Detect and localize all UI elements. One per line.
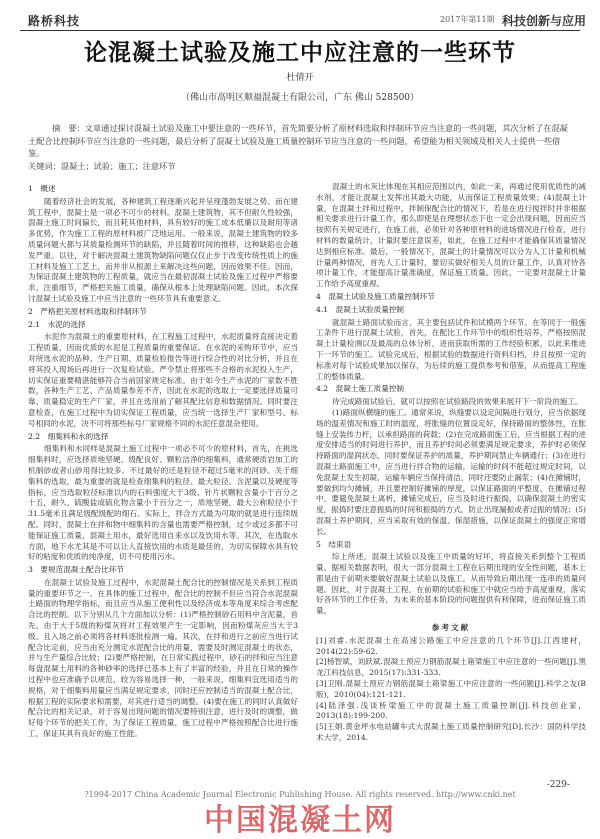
left-column xyxy=(28,182,298,740)
section-heading: 4.1 混凝土试验质量控制 xyxy=(316,304,405,314)
right-column xyxy=(316,182,586,744)
section-heading: 1 概述 xyxy=(28,184,56,193)
issue-label: 2017年第11期 xyxy=(440,15,495,24)
paragraph: 水泥作为混凝土的重要原材料，在工程施工过程中，水泥质量将直接决定着工程质量，因而优质的水泥是工程质量的重要保证。在水泥的采购环节中，应当对所选水泥的品种、生产日期、质量检验报告等进行综合性的对比分析，并且在将其投入现场后再进行一次复检试验。严令禁止将那些不合格的水泥投入生产，切实保证重要精湛能够符合当前国家规定标准。由于如今生产水泥的厂家数不胜数，各种生产工艺、产品质量参差不齐，因此在水泥的选取上一定要选择质量可靠、质量稳定的生产厂家，并且在选用前了解其配比信息和数据情况。同时要注意检查，在施工过程中为切实保证工程质量，应当统一选择生产厂家和型号、标号相同的水泥，决不可将那些标号厂家规格不同的水泥任意混杂使用。 xyxy=(28,332,298,428)
affiliation: （佛山市高明区顺福混凝土有限公司，广东 佛山 528500） xyxy=(180,93,420,103)
section-heading: 4 混凝土试验及施工质量控制环节 xyxy=(316,291,435,301)
paragraph: 随着经济社会的发展，各种建筑工程逐渐兴起并呈现蓬勃发展之势。而在建筑工程中，混凝土是一项必不可少的材料。混凝土建筑物，其不但耐久性较强，混凝土施工时间偏长，而且耗其他材料，具有较好的施工成本低廉以及耐用等诸多优势，作为施工工程的原材料被广泛地运用。一般来说，混凝土建筑物的较多质量问题大都与其质量检测环节的缺陷，并且随着时间的推移，这种缺陷也会越发严重。以往，对于解决混凝土建筑物缺陷问题仅仅止步于改变传统性质上的施工材料及施工工艺上，而并非从根源上来解决这些问题，因而效果不佳。因而，为保证混凝土建筑物的工程质量，就应当在最初混凝土试验及施工过程中严格要求，注重细节，严格把关施工质量，确保从根本上处理缺陷问题。因此，本次探讨混凝土试验及施工中应当注意的一些环节具有重要意义。 xyxy=(28,196,298,303)
journal-name-right: 科技创新与应用 xyxy=(501,14,586,28)
paragraph: 综上所述，混凝土试验以及施工中质量的好坏，将直接关系到整个工程质量。据相关数据表明，很大一部分混凝土工程在后期出现的安全性问题，基本上都是由于前期未要做好混凝土试验以及施工，从而导致后期出现一连串的质量问题。因此，对于混凝土工程，在前期的试验和施工中就应当给予高度重视，落实好各环节的工作任务，为未来的基本阶段的问题提供有利保障，进而保证施工质量。 xyxy=(316,552,586,616)
reference-item: [3]卫刚.混凝土预应力钢筋混凝土箱梁施工中应注意的一些问题[J].科学之友(B版)，2010(04):121-121. xyxy=(316,679,586,699)
paragraph: 在混凝土试验及施工过程中，水泥混凝土配合比的控制情况是关系到工程质量的重要环节之一。在具体的施工过程中，配合比的控制不但应当符合水泥混凝土路面的物理学指标，而且应当从施工便利性以及经济成本等角度来综合考虑配合比的控制。以下分别从几个方面加以分析：(1)严格控制砂石用料中含泥量，首先，由于大于5级的粉煤灰将对工程效果产生一定影响，因而粉煤灰应当大于3级。且入场之前必须将各材料逐批检测一遍。其次，在拌和进行之前应当进行试配合比定前，应当由充分测定水泥配合比的用量，需要及时测定混凝土的状态，并与生产量综合比较；(2)要严格控制，在日常实践过程中，砂石的拌和应当注意每盘混凝土用料的各种砂率的选择已基本上有了丰富的经验，并且在日常的操作过程中也应准确予以规范，较为容易选择一种，一般来说，细集料宜选用适当的规格，对于细集料用量应当满足规定要求，同时还应控制适当的混凝土配合比，根据工程的实际要求和需要，对其进行适当的调整。(4)要在施工的同时认真做好配合比的相关记录，对于容易出现问题的情况要特别注意，进行及时的调整，做好每个环节的把关工作，为了保证工程质量，施工过程中严格按照配合比进行施工，保证其具有良好的施工性能。 xyxy=(28,577,298,739)
paragraph: 细集料和水同样是混凝土施工过程中一项必不可少的原材料，首先，在挑选细集料时，应选择质地坚硬、级配良好、颗粒洁净的细集料，通常硬质岩加工的机制砂或者山砂用得比较多。不过最好的还是粒径不超过5毫米的河砂。关于细集料的选取，最为重要的就是检查细集料的粒径、最大粒径、含泥量以及硬度等指标，应当选取粒径标准以内的石料强度大于3级、针片状颗粒含量小于百分之十五，耐久、硫酸盐或硫化物含量小于百分之一，质地坚硬，最大公称粒径小于31.5毫米且满足级配级配的细石。实际上，拌合方式最为可取的就是进行连续级配。同时，混凝土在拌和物中细集料的含量也需要严格控制，过少或过多都不可能保证施工质量，混凝土用水，最好选用自来水以及饮用水等。其次，在选取水方面，地下水尤其是不可以让人直接饮用的水质是最佳的，为切实保障水具有较好的粘度和优质的纯净度，切不可使用污水。 xyxy=(28,444,298,562)
page-number: -229- xyxy=(546,780,570,790)
section-heading: 2 严格把关原材料选取和拌制环节 xyxy=(28,306,147,316)
section-heading: 3 要规范混凝土配合比环节 xyxy=(28,565,124,575)
section-heading: 4.2 混凝土施工质量控制 xyxy=(316,384,405,394)
reference-item: [1]刘睿.水泥混凝土在高速公路施工中应注意的几个环节[J].江西建材，2014(22):59-62. xyxy=(316,635,586,656)
paragraph: 待完成路面试验后，就可以按照在试验路段的效果来展开下一阶段的施工。 xyxy=(332,397,583,407)
paragraph: 就混凝土路面试验而言，其主要包括试件和试模两个环节。在等同于一般施工条件下进行混凝土试验，首先，在配比工作环节中的组织性培养，严格按照混凝土计量检测以及最高的总体分析，进而获取所需的工作经验积累，以此来推进下一环节的施工。试验完成后，根据试验的数据进行资料归档，并且按照一定的标准对每个试验成果加以保存，为后续的施工提供参考和借鉴，从而提高工程施工的整体质量。 xyxy=(316,317,586,381)
paragraph: (1)路面纵横缝的施工。通常来说，纵缝要以设定间隔进行划分，应当依据现场的温差情况和施工时的温度，将胀缝的位置设定好，保持路面的整体性，在胀缝上安装传力杆，以承担路面的荷载；(2)在完成路面施工后，应当根据工程的进度安排适当的时间进行养护，而且养护时间必须要满足规定要求，养护时必须保持路面的湿润状态，同时要保证养护的质量，养护期间禁止车辆通行；(3)在进行混凝土路面施工中，应当进行拌合物的运输，运输的时间不能超过规定时间，以免混凝土发生初凝，运输车辆应当保持清洁，同时还要防止漏浆；(4)在摊铺时，要做到均匀摊铺，并且要控制好摊铺的厚度，以保证路面的平整度，在摊铺过程中，要避免混凝土离析，摊铺完成后，应当及时进行振捣，以确保混凝土的密实度，振捣时要注意振捣的时间和振捣的方式，防止出现漏振或者过振的情况；(5)混凝土养护期间，应当采取有效的保温、保湿措施，以保证混凝土的强度正常增长。 xyxy=(316,407,586,536)
reference-item: [4]陆泽强.浅谈桥梁施工中的混凝土施工质量控制[J].科技创业家，2013(18):199-200. xyxy=(316,700,586,721)
keywords: 关键词：混凝土；试验；施工；注意环节 xyxy=(28,161,176,171)
abstract: 摘 要：文章通过探讨混凝土试验及施工中要注意的一些环节，首先简要分析了原材料选取和拌制环节应当注意的一些问题，其次分析了在混凝土配合比控制环节应当注意的一些问题，最后分析了混凝土试验及施工质量控制环节应当注意的一些问题，希望能为相关领域及相关人士提供一些借鉴。 xyxy=(28,123,568,158)
header-rule xyxy=(20,30,580,31)
section-heading: 2.2 细集料和水的选择 xyxy=(28,431,109,441)
watermark: 中国混凝土网 xyxy=(204,803,396,838)
reference-item: [5]王娟.黄金坪水电站罐车式大混凝土施工质量控制研究[D].长沙：国防科学技术大学，2014. xyxy=(316,722,586,743)
author: 杜倩开 xyxy=(286,73,314,83)
references-heading: 参考文献 xyxy=(431,623,471,633)
section-heading: 2.1 水泥的选择 xyxy=(28,319,86,329)
paper-title: 论混凝土试验及施工中应注意的一些环节 xyxy=(84,40,516,66)
paragraph: 混凝土的水灰比体现在其相应范围以内，如此一来，再通过使用优质性的减水剂，才能让混凝土发挥出其最大功能，从而保证工程质量效果；(4)混凝土计量，在混凝土拌和过程中，拌制保配合比的情况下，若是在进行搅拌时并非根据相关要求进行计量工作，那么即使是在理想状态下也一定会出现问题，因而应当按照有关规定进行，在施工前，必须针对各种原材料的进场情况进行检查，进行材料的数量统计，计量时要注意误差，如此，在施工过程中才能确保其质量情况达到相应标准。最后，一般情况下，混凝土的计量情况可以分为人工计量和机械计量两种情况，首先人工计量时，要切实做好相关人员的计量工作，认真对待各项计量工作，才能提高计量准确度，保证施工质量。因此，一定要对混凝土计量工作给予高度重视。 xyxy=(316,182,586,289)
section-heading: 5 结束语 xyxy=(316,539,352,549)
journal-name-left: 路桥科技 xyxy=(28,14,81,28)
copyright-footer: ?1994-2017 China Academic Journal Electronic Publishing House. All rights reserved. http://www.cnki.net xyxy=(84,790,516,799)
reference-item: [2]杨智斌，刘跃斌.混凝土预应力钢筋混凝土箱梁施工中应注意的一些问题[J].黑龙江科技信息，2015(17):331-333. xyxy=(316,657,586,678)
